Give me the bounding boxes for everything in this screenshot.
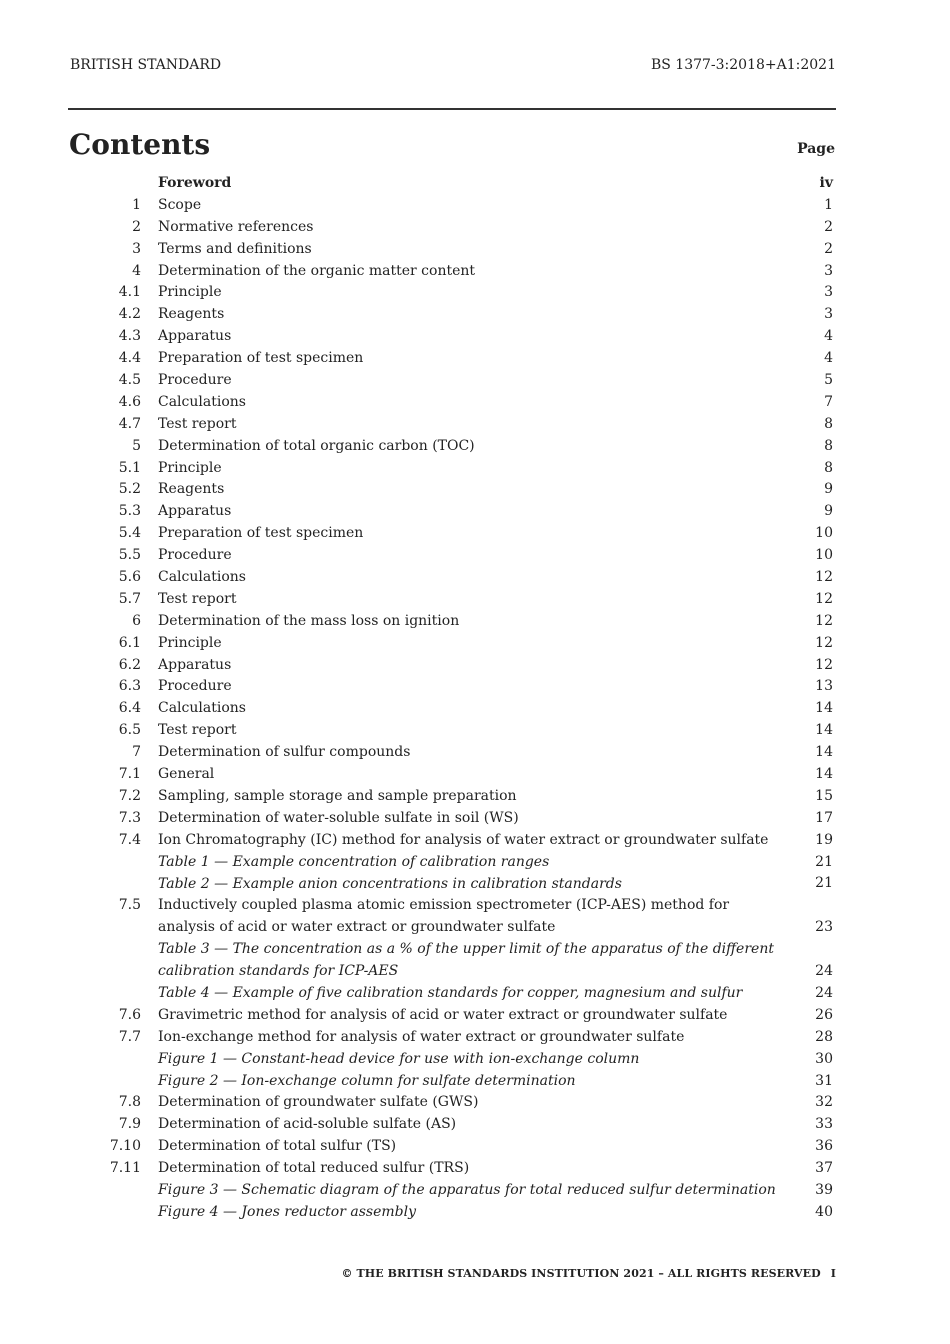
toc-entry-page: 12 <box>815 656 833 673</box>
toc-entry-number: 7.9 <box>118 1116 141 1133</box>
toc-entry-title[interactable]: Figure 1 — Constant-head device for use with ion-exchange column <box>158 1050 640 1067</box>
toc-entry-number: 5.1 <box>118 459 141 476</box>
toc-entry-page: 8 <box>824 459 833 476</box>
toc-entry-title[interactable]: Calculations <box>158 700 246 717</box>
toc-entry-title[interactable]: Gravimetric method for analysis of acid or water extract or groundwater sulfate <box>158 1006 728 1023</box>
toc-entry-title[interactable]: Test report <box>158 415 237 432</box>
toc-entry-number: 5.5 <box>118 547 141 564</box>
toc-entry-title[interactable]: Reagents <box>158 481 225 498</box>
toc-entry[interactable] <box>0 1136 950 1158</box>
toc-entry-page: 2 <box>824 218 833 235</box>
toc-entry-title[interactable]: Reagents <box>158 306 225 323</box>
toc-entry-number: 6.1 <box>118 634 141 651</box>
toc-entry[interactable] <box>0 939 950 983</box>
toc-entry-number: 5.4 <box>118 525 141 542</box>
toc-entry-page: 10 <box>815 547 833 564</box>
toc-entry[interactable] <box>0 676 950 698</box>
toc-entry-title[interactable]: Terms and definitions <box>158 240 312 257</box>
toc-entry-number: 6.2 <box>118 656 141 673</box>
toc-entry[interactable] <box>0 1158 950 1180</box>
toc-entry[interactable] <box>0 720 950 742</box>
footer-copyright: © THE BRITISH STANDARDS INSTITUTION 2021 – ALL RIGHTS RESERVED <box>341 1267 821 1280</box>
toc-entry[interactable] <box>0 414 950 436</box>
toc-entry-page: 1 <box>824 196 833 213</box>
toc-entry-title[interactable]: Normative references <box>158 218 314 235</box>
toc-entry-title[interactable]: Preparation of test specimen <box>158 350 364 367</box>
toc-entry-page: 12 <box>815 612 833 629</box>
toc-entry-page: 40 <box>815 1203 833 1220</box>
toc-entry-page: 15 <box>815 787 833 804</box>
toc-entry[interactable] <box>0 501 950 523</box>
toc-entry-page: 23 <box>815 919 833 936</box>
toc-entry-page: 21 <box>815 853 833 870</box>
toc-entry-title[interactable]: Apparatus <box>158 656 232 673</box>
toc-entry[interactable] <box>0 348 950 370</box>
toc-entry[interactable] <box>0 239 950 261</box>
toc-entry-title[interactable]: Preparation of test specimen <box>158 525 364 542</box>
toc-entry-page: 4 <box>824 328 833 345</box>
toc-entry-page: 8 <box>824 415 833 432</box>
toc-entry-title[interactable]: Determination of acid-soluble sulfate (AS) <box>158 1116 457 1133</box>
toc-entry-page: 10 <box>815 525 833 542</box>
toc-entry[interactable] <box>0 326 950 348</box>
toc-entry-number: 6.3 <box>118 678 141 695</box>
toc-entry-page: 24 <box>815 984 833 1001</box>
toc-entry[interactable] <box>0 217 950 239</box>
toc-entry-title[interactable]: Determination of total sulfur (TS) <box>158 1138 397 1155</box>
toc-entry-title[interactable]: Inductively coupled plasma atomic emission spectrometer (ICP-AES) method for analysis of acid or water extract or groundwater sulfate <box>158 897 730 936</box>
toc-entry[interactable] <box>0 436 950 458</box>
toc-entry-title[interactable]: Sampling, sample storage and sample preparation <box>158 787 517 804</box>
toc-entry-number: 4.7 <box>118 415 141 432</box>
toc-entry-number: 5.6 <box>118 569 141 586</box>
toc-entry-title[interactable]: General <box>158 766 215 783</box>
toc-entry-page: 12 <box>815 634 833 651</box>
toc-entry[interactable] <box>0 195 950 217</box>
toc-entry-number: 5.3 <box>118 503 141 520</box>
toc-entry-page: 13 <box>815 678 833 695</box>
toc-entry-number: 6.4 <box>118 700 141 717</box>
toc-entry[interactable] <box>0 1180 950 1202</box>
toc-entry-number: 1 <box>132 196 141 213</box>
toc-entry-title[interactable]: Determination of total organic carbon (TOC) <box>158 437 475 454</box>
toc-entry-number: 7 <box>132 744 141 761</box>
toc-entry-page: 31 <box>815 1072 833 1089</box>
toc-entry-number: 7.2 <box>118 787 141 804</box>
toc-entry-page: 4 <box>824 350 833 367</box>
toc-entry-title[interactable]: Determination of the mass loss on ignition <box>158 612 460 629</box>
toc-entry[interactable] <box>0 458 950 480</box>
toc-entry-number: 4.2 <box>118 306 141 323</box>
toc-entry-page: 12 <box>815 569 833 586</box>
toc-entry[interactable] <box>0 304 950 326</box>
toc-entry[interactable] <box>0 567 950 589</box>
toc-entry[interactable] <box>0 655 950 677</box>
toc-entry[interactable] <box>0 830 950 852</box>
toc-entry-number: 4.1 <box>118 284 141 301</box>
toc-entry-page: 24 <box>815 963 833 980</box>
toc-entry[interactable] <box>0 611 950 633</box>
toc-entry-page: 36 <box>815 1138 833 1155</box>
toc-entry-page: 33 <box>815 1116 833 1133</box>
toc-entry[interactable] <box>0 370 950 392</box>
toc-entry-page: 9 <box>824 481 833 498</box>
toc-entry-number: 4 <box>132 262 141 279</box>
toc-entry-number: 7.11 <box>109 1160 141 1177</box>
toc-entry-number: 4.3 <box>118 328 141 345</box>
toc-entry-number: 2 <box>132 218 141 235</box>
toc-entry-title[interactable]: Procedure <box>158 547 232 564</box>
toc-entry[interactable] <box>0 895 950 939</box>
toc-entry[interactable] <box>0 1202 950 1224</box>
toc-entry[interactable] <box>0 874 950 896</box>
toc-entry-title[interactable]: Test report <box>158 722 237 739</box>
toc-entry-number: 3 <box>132 240 141 257</box>
toc-entry-title[interactable]: Foreword <box>158 175 232 191</box>
toc-entry[interactable] <box>0 282 950 304</box>
toc-entry-title[interactable]: Determination of total reduced sulfur (TRS) <box>158 1160 470 1177</box>
toc-entry-title[interactable]: Table 3 — The concentration as a % of the upper limit of the apparatus of the different calibration standards for ICP-AES <box>158 941 774 980</box>
toc-entry[interactable] <box>0 1071 950 1093</box>
toc-entry-page: 37 <box>815 1160 833 1177</box>
toc-entry[interactable] <box>0 392 950 414</box>
toc-entry-number: 5.7 <box>118 590 141 607</box>
toc-entry[interactable] <box>0 786 950 808</box>
footer-page-number: I <box>830 1267 836 1280</box>
toc-entry-page: 32 <box>815 1094 833 1111</box>
toc-entry-number: 6.5 <box>118 722 141 739</box>
toc-entry-page: 39 <box>815 1181 833 1198</box>
toc-entry-number: 4.5 <box>118 372 141 389</box>
toc-entry-title[interactable]: Principle <box>158 284 222 301</box>
header-standard-label: BRITISH STANDARD <box>70 57 222 73</box>
toc-entry[interactable] <box>0 523 950 545</box>
toc-entry-title[interactable]: Table 4 — Example of five calibration standards for copper, magnesium and sulfur <box>158 984 743 1001</box>
toc-entry-page: 14 <box>815 700 833 717</box>
toc-entry-title[interactable]: Figure 2 — Ion-exchange column for sulfate determination <box>158 1072 576 1089</box>
toc-entry-title[interactable]: Principle <box>158 459 222 476</box>
toc-entry-title[interactable]: Ion-exchange method for analysis of water extract or groundwater sulfate <box>158 1028 685 1045</box>
toc-entry-page: 17 <box>815 809 833 826</box>
toc-entry-number: 7.3 <box>118 809 141 826</box>
toc-entry-title[interactable]: Principle <box>158 634 222 651</box>
toc-entry[interactable] <box>0 173 950 195</box>
toc-entry-title[interactable]: Procedure <box>158 678 232 695</box>
toc-entry-page: 3 <box>824 284 833 301</box>
page-title: Contents <box>69 128 211 161</box>
toc-entry[interactable] <box>0 545 950 567</box>
toc-entry-page: 8 <box>824 437 833 454</box>
toc-entry-page: 28 <box>815 1028 833 1045</box>
toc-entry-title[interactable]: Table 2 — Example anion concentrations in calibration standards <box>158 875 622 892</box>
toc-entry-number: 4.4 <box>118 350 141 367</box>
toc-entry-number: 7.8 <box>118 1094 141 1111</box>
toc-entry-page: 7 <box>824 393 833 410</box>
toc-entry-number: 7.5 <box>118 897 141 914</box>
toc-entry-page: iv <box>819 174 833 191</box>
toc-entry-title[interactable]: Ion Chromatography (IC) method for analysis of water extract or groundwater sulfate <box>158 831 769 848</box>
toc-entry-page: 21 <box>815 875 833 892</box>
toc-entry-page: 19 <box>815 831 833 848</box>
toc-entry[interactable] <box>0 261 950 283</box>
toc-entry[interactable] <box>0 589 950 611</box>
toc-entry-title[interactable]: Figure 4 — Jones reductor assembly <box>158 1203 417 1220</box>
toc-entry[interactable] <box>0 1049 950 1071</box>
toc-entry-title[interactable]: Apparatus <box>158 328 232 345</box>
toc-entry-number: 5.2 <box>118 481 141 498</box>
toc-entry-page: 5 <box>824 372 833 388</box>
header-rule <box>68 108 836 110</box>
table-of-contents <box>0 173 950 1224</box>
toc-entry[interactable] <box>0 1092 950 1114</box>
toc-entry-number: 7.6 <box>118 1006 141 1023</box>
toc-entry[interactable] <box>0 1027 950 1049</box>
toc-entry-title[interactable]: Determination of water-soluble sulfate in soil (WS) <box>158 809 519 826</box>
toc-entry[interactable] <box>0 479 950 501</box>
toc-entry[interactable] <box>0 983 950 1005</box>
toc-entry-page: 9 <box>824 503 833 520</box>
toc-entry[interactable] <box>0 764 950 786</box>
page-column-label: Page <box>797 141 835 157</box>
toc-entry-page: 3 <box>824 262 833 279</box>
toc-entry-title[interactable]: Determination of sulfur compounds <box>158 744 411 761</box>
toc-entry-page: 14 <box>815 744 833 761</box>
toc-entry-title[interactable]: Determination of the organic matter content <box>158 262 476 279</box>
toc-entry-title[interactable]: Calculations <box>158 569 246 586</box>
toc-entry-title[interactable]: Procedure <box>158 372 232 389</box>
toc-entry-title[interactable]: Calculations <box>158 393 246 410</box>
toc-entry-page: 3 <box>824 306 833 323</box>
toc-entry[interactable] <box>0 1005 950 1027</box>
toc-entry-title[interactable]: Determination of groundwater sulfate (GWS) <box>158 1094 479 1111</box>
toc-entry-title[interactable]: Table 1 — Example concentration of calibration ranges <box>158 853 550 870</box>
footer <box>341 1267 836 1280</box>
toc-entry-page: 14 <box>815 722 833 739</box>
toc-entry-page: 14 <box>815 766 833 783</box>
toc-entry[interactable] <box>0 698 950 720</box>
toc-entry-number: 6 <box>132 612 141 629</box>
toc-entry[interactable] <box>0 852 950 874</box>
toc-entry-title[interactable]: Test report <box>158 590 237 607</box>
toc-entry-number: 7.7 <box>118 1028 141 1045</box>
toc-entry-number: 7.4 <box>118 831 141 848</box>
toc-entry[interactable] <box>0 1114 950 1136</box>
toc-entry-title[interactable]: Apparatus <box>158 503 232 520</box>
toc-entry-page: 12 <box>815 590 833 607</box>
toc-entry-number: 5 <box>132 437 141 454</box>
toc-entry-page: 2 <box>824 240 833 257</box>
header-standard-number: BS 1377-3:2018+A1:2021 <box>650 57 836 73</box>
toc-entry[interactable] <box>0 633 950 655</box>
toc-entry[interactable] <box>0 808 950 830</box>
toc-entry-page: 30 <box>815 1050 833 1067</box>
toc-entry-number: 7.1 <box>118 766 141 783</box>
toc-entry-number: 7.10 <box>109 1138 141 1155</box>
toc-entry-page: 26 <box>815 1006 833 1023</box>
toc-entry[interactable] <box>0 742 950 764</box>
toc-entry-number: 4.6 <box>118 393 141 410</box>
toc-entry-title[interactable]: Scope <box>158 196 202 213</box>
toc-entry-title[interactable]: Figure 3 — Schematic diagram of the apparatus for total reduced sulfur determination <box>158 1182 776 1198</box>
